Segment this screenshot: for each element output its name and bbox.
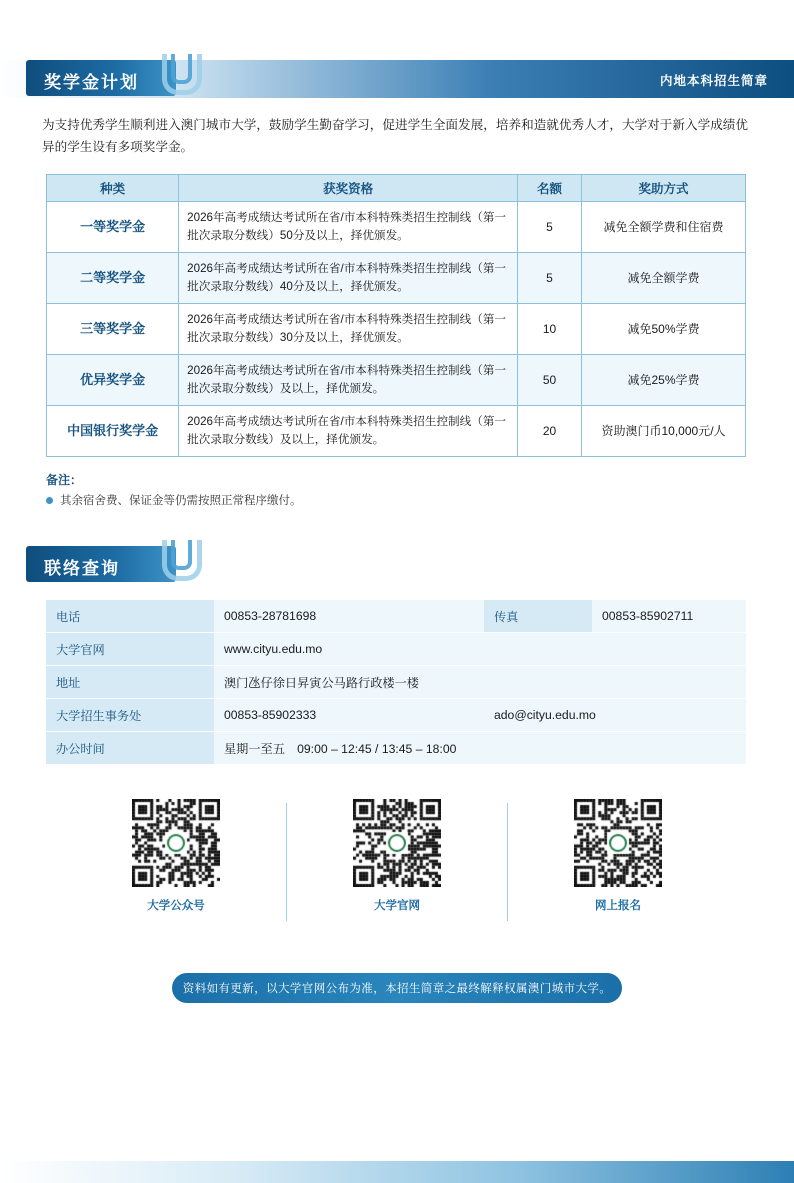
cell-type: 三等奖学金 [47,304,179,355]
contact-table-wrapper [46,600,746,765]
contact-label-website: 大学官网 [46,633,214,666]
cell-type: 二等奖学金 [47,253,179,304]
contact-value-phone: 00853-28781698 [214,600,484,633]
contact-label-address: 地址 [46,666,214,699]
cell-qualification: 2026年高考成绩达考试所在省/市本科特殊类招生控制线（第一批次录取分数线）30分及以上，择优颁发。 [179,304,518,355]
cell-qualification: 2026年高考成绩达考试所在省/市本科特殊类招生控制线（第一批次录取分数线）及以上，择优颁发。 [179,355,518,406]
footer-note: 资料如有更新，以大学官网公布为准，本招生简章之最终解释权属澳门城市大学。 [172,973,622,1003]
cell-quota: 5 [517,202,581,253]
contact-row-website [46,633,746,666]
table-header-row [47,175,746,202]
contact-row-admissions [46,699,746,732]
cell-type: 中国银行奖学金 [47,406,179,457]
qr-code-item-website[interactable] [287,799,507,913]
contact-value-admissions-phone: 00853-85902333 [214,699,484,732]
u-shape-decor-icon [162,540,198,582]
qr-caption: 网上报名 [595,900,641,912]
cell-quota: 20 [517,406,581,457]
cell-award: 减免全额学费 [582,253,746,304]
qr-code-icon [353,799,441,887]
page-header-title: 内地本科招生简章 [659,74,768,88]
cell-award: 资助澳门币10,000元/人 [582,406,746,457]
qr-code-icon [132,799,220,887]
remark-title: 备注： [46,473,83,487]
table-row [47,406,746,457]
remark-list-item [46,492,794,508]
u-shape-decor-icon [162,54,198,96]
qr-code-icon [574,799,662,887]
contact-value-admissions-email[interactable]: ado@cityu.edu.mo [484,699,746,732]
column-header-quota: 名额 [517,175,581,202]
cell-qualification: 2026年高考成绩达考试所在省/市本科特殊类招生控制线（第一批次录取分数线）40分及以上，择优颁发。 [179,253,518,304]
cell-qualification: 2026年高考成绩达考试所在省/市本科特殊类招生控制线（第一批次录取分数线）50分及以上，择优颁发。 [179,202,518,253]
bullet-dot-icon [46,497,53,504]
column-header-award: 奖助方式 [582,175,746,202]
contact-value-address: 澳门氹仔徐日昇寅公马路行政楼一楼 [214,666,746,699]
contact-value-website[interactable]: www.cityu.edu.mo [214,633,746,666]
table-row [47,355,746,406]
page-footer-band [0,1161,794,1183]
scholarship-table [46,174,746,457]
cell-type: 优异奖学金 [47,355,179,406]
remark-text: 其余宿舍费、保证金等仍需按照正常程序缴付。 [60,495,302,507]
contact-heading-text: 联络查询 [44,559,120,578]
qr-caption: 大学公众号 [147,900,205,912]
contact-value-office-hours: 星期一至五 09:00 – 12:45 / 13:45 – 18:00 [214,732,746,765]
cell-quota: 10 [517,304,581,355]
qr-code-item-apply[interactable] [508,799,728,913]
contact-value-fax: 00853-85902711 [592,600,746,633]
table-row [47,304,746,355]
cell-quota: 50 [517,355,581,406]
table-row [47,202,746,253]
contact-label-fax: 传真 [484,600,592,633]
qr-caption: 大学官网 [374,900,420,912]
contact-section-heading [26,546,226,582]
contact-label-phone: 电话 [46,600,214,633]
scholarship-intro-paragraph: 为支持优秀学生顺利进入澳门城市大学，鼓励学生勤奋学习，促进学生全面发展，培养和造就优秀人才，大学对于新入学成绩优异的学生设有多项奖学金。 [42,118,748,154]
cell-qualification: 2026年高考成绩达考试所在省/市本科特殊类招生控制线（第一批次录取分数线）及以上，择优颁发。 [179,406,518,457]
column-header-qualification: 获奖资格 [179,175,518,202]
cell-quota: 5 [517,253,581,304]
cell-award: 减免25%学费 [582,355,746,406]
contact-row-office-hours [46,732,746,765]
scholarship-section-heading [26,60,226,96]
cell-award: 减免50%学费 [582,304,746,355]
contact-label-office-hours: 办公时间 [46,732,214,765]
cell-award: 减免全额学费和住宿费 [582,202,746,253]
scholarship-heading-text: 奖学金计划 [44,73,139,92]
contact-row-phone [46,600,746,633]
qr-code-row [0,799,794,921]
qr-code-item-wechat[interactable] [66,799,286,913]
contact-row-address [46,666,746,699]
table-row [47,253,746,304]
column-header-type: 种类 [47,175,179,202]
contact-label-admissions: 大学招生事务处 [46,699,214,732]
contact-table [46,600,746,765]
cell-type: 一等奖学金 [47,202,179,253]
